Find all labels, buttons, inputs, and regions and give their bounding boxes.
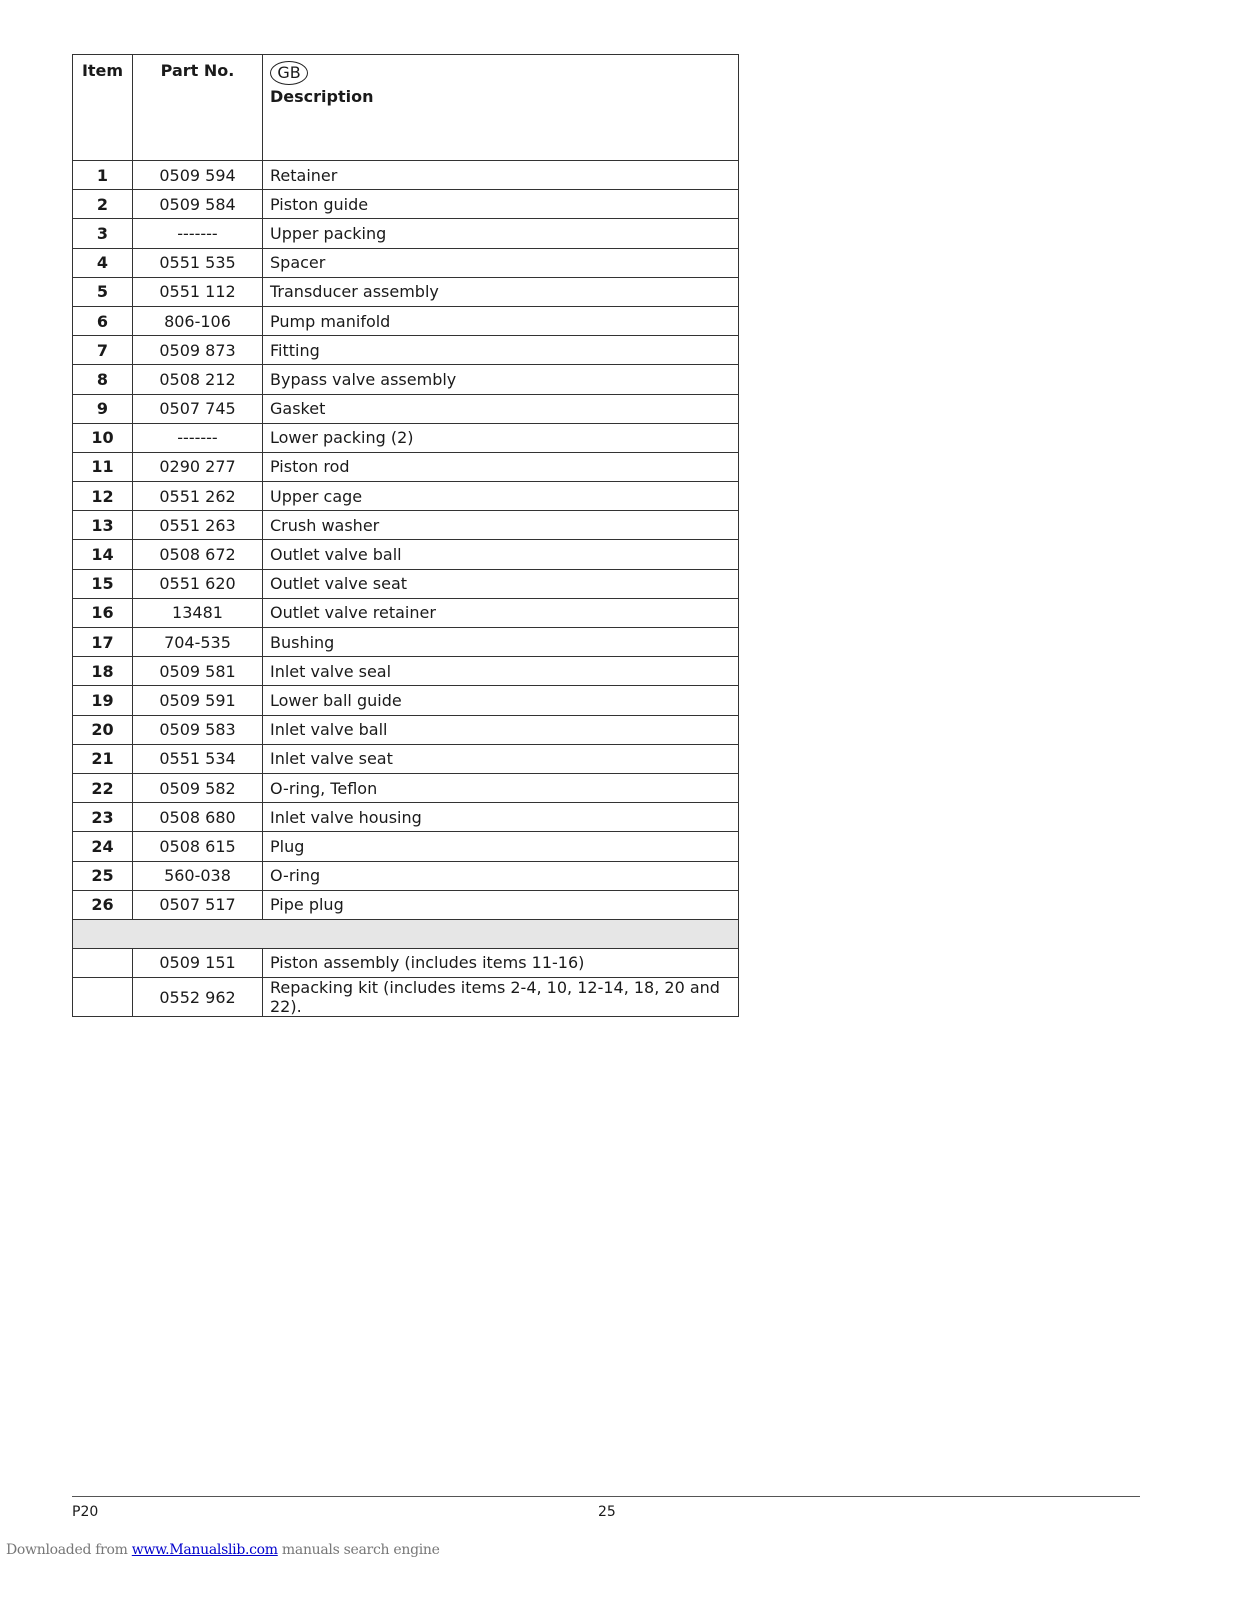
parts-table [72,54,739,1017]
description-column-header [263,55,739,161]
part-no-cell: 0509 594 [133,161,263,190]
table-row [73,948,739,977]
part-no-cell: 0551 112 [133,277,263,306]
part-no-cell: 0509 581 [133,657,263,686]
parts-table-body [73,161,739,1017]
item-cell: 16 [73,598,133,627]
item-cell: 1 [73,161,133,190]
description-cell: Piston guide [263,190,739,219]
table-row [73,978,739,1017]
description-cell: Inlet valve seal [263,657,739,686]
description-cell: Outlet valve retainer [263,598,739,627]
item-cell: 23 [73,803,133,832]
description-cell: Gasket [263,394,739,423]
description-cell: Spacer [263,248,739,277]
table-row [73,277,739,306]
description-cell: Fitting [263,336,739,365]
table-header-row [73,55,739,161]
description-cell: Plug [263,832,739,861]
description-cell: Pump manifold [263,306,739,335]
description-cell: Crush washer [263,511,739,540]
description-cell: Pipe plug [263,890,739,919]
table-row [73,248,739,277]
item-cell [73,978,133,1017]
description-cell: Lower packing (2) [263,423,739,452]
item-cell: 18 [73,657,133,686]
table-row [73,657,739,686]
table-row [73,715,739,744]
item-cell: 19 [73,686,133,715]
table-row [73,832,739,861]
part-no-cell: 0509 151 [133,948,263,977]
description-cell: Bypass valve assembly [263,365,739,394]
item-cell: 25 [73,861,133,890]
part-no-cell: 0509 582 [133,773,263,802]
part-no-cell: 0551 262 [133,482,263,511]
description-cell: Upper packing [263,219,739,248]
item-cell: 14 [73,540,133,569]
table-row [73,628,739,657]
table-row [73,598,739,627]
part-no-cell: ------- [133,219,263,248]
part-no-cell: 0290 277 [133,452,263,481]
table-row [73,744,739,773]
description-cell: Transducer assembly [263,277,739,306]
part-no-cell: 0509 591 [133,686,263,715]
table-row [73,219,739,248]
item-cell: 26 [73,890,133,919]
table-separator-row [73,919,739,948]
part-no-cell: ------- [133,423,263,452]
item-cell: 22 [73,773,133,802]
description-cell: Inlet valve seat [263,744,739,773]
description-cell: Lower ball guide [263,686,739,715]
part-no-cell: 0551 534 [133,744,263,773]
description-header-label: Description [270,87,374,106]
description-cell: Piston assembly (includes items 11-16) [263,948,739,977]
description-cell: Inlet valve ball [263,715,739,744]
table-row [73,452,739,481]
item-cell: 5 [73,277,133,306]
footer-divider [72,1496,1140,1497]
table-row [73,482,739,511]
item-cell: 10 [73,423,133,452]
part-no-cell: 0509 584 [133,190,263,219]
description-cell: Retainer [263,161,739,190]
part-no-cell: 0507 745 [133,394,263,423]
table-row [73,803,739,832]
item-column-header: Item [73,55,133,161]
table-row [73,306,739,335]
part-no-cell: 13481 [133,598,263,627]
item-cell: 7 [73,336,133,365]
description-cell: O-ring [263,861,739,890]
description-cell: Outlet valve seat [263,569,739,598]
part-no-cell: 0509 873 [133,336,263,365]
item-cell: 11 [73,452,133,481]
description-cell: Bushing [263,628,739,657]
item-cell: 12 [73,482,133,511]
part-no-column-header: Part No. [133,55,263,161]
item-cell: 24 [73,832,133,861]
part-no-cell: 0551 535 [133,248,263,277]
download-notice-suffix: manuals search engine [277,1542,440,1558]
description-cell: Repacking kit (includes items 2-4, 10, 12-14, 18, 20 and 22). [263,978,739,1017]
table-row [73,540,739,569]
gb-language-badge: GB [270,61,308,85]
description-cell: O-ring, Teflon [263,773,739,802]
part-no-cell: 806-106 [133,306,263,335]
part-no-cell: 560-038 [133,861,263,890]
item-cell: 8 [73,365,133,394]
table-row [73,569,739,598]
table-row [73,423,739,452]
table-row [73,773,739,802]
item-cell: 3 [73,219,133,248]
description-cell: Outlet valve ball [263,540,739,569]
description-cell: Inlet valve housing [263,803,739,832]
item-cell: 9 [73,394,133,423]
table-row [73,511,739,540]
download-notice-prefix: Downloaded from [6,1542,132,1558]
table-row [73,686,739,715]
manualslib-link[interactable]: www.Manualslib.com [131,1542,278,1558]
table-row [73,336,739,365]
item-cell: 4 [73,248,133,277]
part-no-cell: 0551 263 [133,511,263,540]
download-notice [6,1542,440,1558]
item-cell: 2 [73,190,133,219]
part-no-cell: 0551 620 [133,569,263,598]
description-cell: Upper cage [263,482,739,511]
separator-cell [73,919,739,948]
item-cell: 17 [73,628,133,657]
part-no-cell: 704-535 [133,628,263,657]
part-no-cell: 0508 212 [133,365,263,394]
part-no-cell: 0508 680 [133,803,263,832]
part-no-cell: 0509 583 [133,715,263,744]
table-row [73,190,739,219]
item-cell [73,948,133,977]
item-cell: 21 [73,744,133,773]
footer-model: P20 [72,1504,99,1520]
part-no-cell: 0508 672 [133,540,263,569]
item-cell: 6 [73,306,133,335]
item-cell: 13 [73,511,133,540]
table-row [73,861,739,890]
part-no-cell: 0552 962 [133,978,263,1017]
table-row [73,161,739,190]
part-no-cell: 0507 517 [133,890,263,919]
table-row [73,890,739,919]
item-cell: 15 [73,569,133,598]
part-no-cell: 0508 615 [133,832,263,861]
item-cell: 20 [73,715,133,744]
table-row [73,394,739,423]
footer-page-number: 25 [598,1504,616,1520]
table-row [73,365,739,394]
description-cell: Piston rod [263,452,739,481]
